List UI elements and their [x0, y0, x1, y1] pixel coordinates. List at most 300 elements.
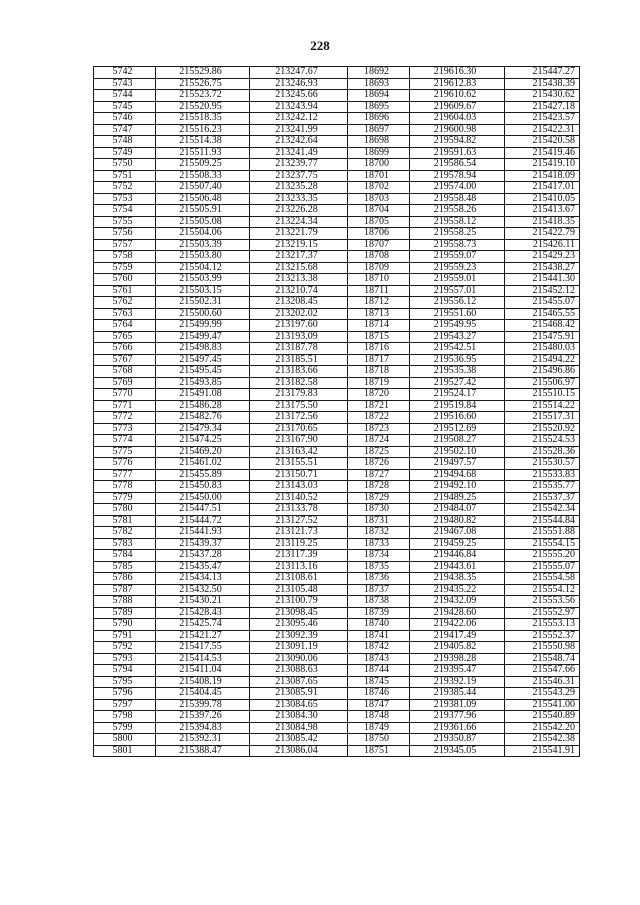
table-cell: 213242.64: [250, 136, 348, 148]
table-cell: 219558.48: [410, 193, 505, 205]
table-cell: 215496.86: [505, 366, 580, 378]
table-cell: 18742: [348, 642, 410, 654]
table-row: [94, 400, 580, 412]
table-cell: 215505.08: [156, 216, 250, 228]
table-cell: 5772: [94, 412, 156, 424]
table-cell: 5744: [94, 90, 156, 102]
table-cell: 215541.91: [505, 745, 580, 757]
table-row: [94, 205, 580, 217]
table-cell: 219609.67: [410, 101, 505, 113]
table-cell: 219484.07: [410, 504, 505, 516]
table-cell: 215469.20: [156, 446, 250, 458]
table-cell: 18718: [348, 366, 410, 378]
table-cell: 5801: [94, 745, 156, 757]
table-cell: 213185.51: [250, 354, 348, 366]
table-cell: 18695: [348, 101, 410, 113]
table-cell: 219494.68: [410, 469, 505, 481]
table-cell: 5782: [94, 527, 156, 539]
table-cell: 5750: [94, 159, 156, 171]
table-cell: 215429.23: [505, 251, 580, 263]
table-cell: 219489.25: [410, 492, 505, 504]
table-cell: 5776: [94, 458, 156, 470]
table-cell: 215552.37: [505, 630, 580, 642]
table-cell: 215423.57: [505, 113, 580, 125]
table-row: [94, 653, 580, 665]
table-cell: 215535.77: [505, 481, 580, 493]
table-cell: 215397.26: [156, 711, 250, 723]
table-cell: 213221.79: [250, 228, 348, 240]
table-cell: 215509.25: [156, 159, 250, 171]
table-row: [94, 607, 580, 619]
table-cell: 18740: [348, 619, 410, 631]
table-cell: 215523.72: [156, 90, 250, 102]
table-cell: 219385.44: [410, 688, 505, 700]
table-cell: 18714: [348, 320, 410, 332]
table-cell: 215498.83: [156, 343, 250, 355]
table-cell: 219438.35: [410, 573, 505, 585]
table-row: [94, 722, 580, 734]
table-cell: 18729: [348, 492, 410, 504]
table-row: [94, 619, 580, 631]
table-cell: 213108.61: [250, 573, 348, 585]
table-cell: 213245.66: [250, 90, 348, 102]
table-cell: 213092.39: [250, 630, 348, 642]
table-cell: 215480.03: [505, 343, 580, 355]
table-cell: 213088.63: [250, 665, 348, 677]
table-row: [94, 538, 580, 550]
table-cell: 219508.27: [410, 435, 505, 447]
table-cell: 18702: [348, 182, 410, 194]
table-body: [94, 67, 580, 757]
table-cell: 219398.28: [410, 653, 505, 665]
table-cell: 213241.49: [250, 147, 348, 159]
table-cell: 215528.36: [505, 446, 580, 458]
table-cell: 213167.90: [250, 435, 348, 447]
table-cell: 5789: [94, 607, 156, 619]
table-row: [94, 412, 580, 424]
table-cell: 5793: [94, 653, 156, 665]
table-cell: 219536.95: [410, 354, 505, 366]
table-row: [94, 435, 580, 447]
table-cell: 18693: [348, 78, 410, 90]
table-cell: 215553.13: [505, 619, 580, 631]
table-row: [94, 90, 580, 102]
table-cell: 219405.82: [410, 642, 505, 654]
table-cell: 215475.91: [505, 331, 580, 343]
table-row: [94, 446, 580, 458]
table-cell: 215435.47: [156, 561, 250, 573]
table-cell: 18699: [348, 147, 410, 159]
table-cell: 213098.45: [250, 607, 348, 619]
table-cell: 215422.31: [505, 124, 580, 136]
table-cell: 213175.50: [250, 400, 348, 412]
table-cell: 215516.23: [156, 124, 250, 136]
table-cell: 213187.78: [250, 343, 348, 355]
table-cell: 219549.95: [410, 320, 505, 332]
table-cell: 18696: [348, 113, 410, 125]
table-cell: 18719: [348, 377, 410, 389]
table-cell: 215414.53: [156, 653, 250, 665]
table-cell: 219492.10: [410, 481, 505, 493]
table-cell: 213193.09: [250, 331, 348, 343]
table-cell: 18712: [348, 297, 410, 309]
table-cell: 219392.19: [410, 676, 505, 688]
table-row: [94, 584, 580, 596]
table-cell: 215503.39: [156, 239, 250, 251]
table-row: [94, 389, 580, 401]
table-cell: 213085.91: [250, 688, 348, 700]
table-cell: 18723: [348, 423, 410, 435]
table-cell: 215410.05: [505, 193, 580, 205]
table-cell: 219612.83: [410, 78, 505, 90]
table-row: [94, 228, 580, 240]
table-row: [94, 216, 580, 228]
table-cell: 18708: [348, 251, 410, 263]
table-cell: 215510.15: [505, 389, 580, 401]
table-row: [94, 285, 580, 297]
table-cell: 5797: [94, 699, 156, 711]
table-row: [94, 239, 580, 251]
table-cell: 215438.27: [505, 262, 580, 274]
table-row: [94, 262, 580, 274]
table-cell: 18692: [348, 67, 410, 79]
table-cell: 219542.51: [410, 343, 505, 355]
table-cell: 215486.28: [156, 400, 250, 412]
table-cell: 215434.13: [156, 573, 250, 585]
table-cell: 215439.37: [156, 538, 250, 550]
table-cell: 215413.67: [505, 205, 580, 217]
table-cell: 5800: [94, 734, 156, 746]
table-cell: 219556.12: [410, 297, 505, 309]
table-cell: 219558.25: [410, 228, 505, 240]
table-cell: 213140.52: [250, 492, 348, 504]
table-cell: 213163.42: [250, 446, 348, 458]
table-cell: 215441.93: [156, 527, 250, 539]
table-cell: 5756: [94, 228, 156, 240]
table-cell: 219516.60: [410, 412, 505, 424]
table-cell: 215468.42: [505, 320, 580, 332]
table-cell: 5758: [94, 251, 156, 263]
table-cell: 213086.04: [250, 745, 348, 757]
table-cell: 215540.89: [505, 711, 580, 723]
table-cell: 219535.38: [410, 366, 505, 378]
table-cell: 219435.22: [410, 584, 505, 596]
table-row: [94, 423, 580, 435]
table-cell: 5770: [94, 389, 156, 401]
table-cell: 213150.71: [250, 469, 348, 481]
table-cell: 219377.96: [410, 711, 505, 723]
table-cell: 215553.56: [505, 596, 580, 608]
table-cell: 18727: [348, 469, 410, 481]
table-row: [94, 527, 580, 539]
table-row: [94, 297, 580, 309]
table-cell: 213091.19: [250, 642, 348, 654]
table-cell: 213085.42: [250, 734, 348, 746]
table-cell: 18749: [348, 722, 410, 734]
table-row: [94, 573, 580, 585]
table-cell: 5743: [94, 78, 156, 90]
table-cell: 5768: [94, 366, 156, 378]
table-cell: 215491.08: [156, 389, 250, 401]
table-cell: 18707: [348, 239, 410, 251]
table-cell: 213241.99: [250, 124, 348, 136]
table-cell: 219559.07: [410, 251, 505, 263]
table-cell: 219559.01: [410, 274, 505, 286]
table-cell: 219428.60: [410, 607, 505, 619]
table-cell: 219591.63: [410, 147, 505, 159]
table-cell: 213117.39: [250, 550, 348, 562]
table-row: [94, 274, 580, 286]
table-row: [94, 193, 580, 205]
table-cell: 219512.69: [410, 423, 505, 435]
table-cell: 215465.55: [505, 308, 580, 320]
table-cell: 18735: [348, 561, 410, 573]
table-row: [94, 136, 580, 148]
table-cell: 219480.82: [410, 515, 505, 527]
table-cell: 219467.08: [410, 527, 505, 539]
table-cell: 215427.18: [505, 101, 580, 113]
table-cell: 215425.74: [156, 619, 250, 631]
table-row: [94, 492, 580, 504]
table-cell: 18745: [348, 676, 410, 688]
table-row: [94, 320, 580, 332]
table-cell: 215546.31: [505, 676, 580, 688]
table-cell: 213172.56: [250, 412, 348, 424]
table-cell: 215419.10: [505, 159, 580, 171]
table-row: [94, 182, 580, 194]
table-cell: 5752: [94, 182, 156, 194]
table-cell: 215418.35: [505, 216, 580, 228]
table-cell: 5742: [94, 67, 156, 79]
table-row: [94, 734, 580, 746]
table-cell: 219422.06: [410, 619, 505, 631]
table-cell: 215450.83: [156, 481, 250, 493]
table-cell: 5794: [94, 665, 156, 677]
table-cell: 215420.58: [505, 136, 580, 148]
table-cell: 215418.09: [505, 170, 580, 182]
table-cell: 215544.84: [505, 515, 580, 527]
table-cell: 213119.25: [250, 538, 348, 550]
table-cell: 215441.30: [505, 274, 580, 286]
table-cell: 18700: [348, 159, 410, 171]
table-cell: 5751: [94, 170, 156, 182]
table-cell: 18697: [348, 124, 410, 136]
table-cell: 215504.06: [156, 228, 250, 240]
table-row: [94, 642, 580, 654]
table-cell: 18694: [348, 90, 410, 102]
table-cell: 215428.43: [156, 607, 250, 619]
table-cell: 219443.61: [410, 561, 505, 573]
table-row: [94, 170, 580, 182]
table-cell: 219574.00: [410, 182, 505, 194]
table-cell: 18747: [348, 699, 410, 711]
table-cell: 18732: [348, 527, 410, 539]
table-cell: 213224.34: [250, 216, 348, 228]
table-row: [94, 515, 580, 527]
table-cell: 5775: [94, 446, 156, 458]
table-cell: 215417.01: [505, 182, 580, 194]
table-cell: 215517.31: [505, 412, 580, 424]
table-cell: 5791: [94, 630, 156, 642]
table-cell: 215388.47: [156, 745, 250, 757]
table-cell: 18703: [348, 193, 410, 205]
table-cell: 215499.47: [156, 331, 250, 343]
table-cell: 5784: [94, 550, 156, 562]
table-cell: 215526.75: [156, 78, 250, 90]
table-cell: 213105.48: [250, 584, 348, 596]
table-cell: 18709: [348, 262, 410, 274]
table-cell: 215542.20: [505, 722, 580, 734]
table-cell: 5785: [94, 561, 156, 573]
table-cell: 215504.12: [156, 262, 250, 274]
table-cell: 215511.93: [156, 147, 250, 159]
table-cell: 213210.74: [250, 285, 348, 297]
coordinates-table: [93, 66, 580, 757]
table-cell: 219381.09: [410, 699, 505, 711]
table-cell: 5773: [94, 423, 156, 435]
table-cell: 215404.45: [156, 688, 250, 700]
coordinates-table-container: [93, 66, 579, 757]
table-row: [94, 630, 580, 642]
table-row: [94, 343, 580, 355]
table-cell: 5760: [94, 274, 156, 286]
table-cell: 213095.46: [250, 619, 348, 631]
table-cell: 215497.45: [156, 354, 250, 366]
table-row: [94, 67, 580, 79]
table-cell: 219524.17: [410, 389, 505, 401]
table-cell: 215514.22: [505, 400, 580, 412]
table-cell: 215461.02: [156, 458, 250, 470]
table-cell: 5762: [94, 297, 156, 309]
table-row: [94, 113, 580, 125]
table-cell: 5781: [94, 515, 156, 527]
table-cell: 5766: [94, 343, 156, 355]
table-cell: 18704: [348, 205, 410, 217]
table-cell: 219604.03: [410, 113, 505, 125]
table-cell: 215447.27: [505, 67, 580, 79]
table-cell: 215547.66: [505, 665, 580, 677]
table-cell: 213127.52: [250, 515, 348, 527]
table-cell: 215499.99: [156, 320, 250, 332]
table-cell: 213113.16: [250, 561, 348, 573]
table-cell: 5774: [94, 435, 156, 447]
table-cell: 5787: [94, 584, 156, 596]
table-cell: 215417.55: [156, 642, 250, 654]
table-cell: 215430.62: [505, 90, 580, 102]
table-cell: 18739: [348, 607, 410, 619]
table-cell: 215422.79: [505, 228, 580, 240]
table-cell: 215408.19: [156, 676, 250, 688]
table-cell: 18715: [348, 331, 410, 343]
table-cell: 215542.34: [505, 504, 580, 516]
table-cell: 213179.83: [250, 389, 348, 401]
table-row: [94, 699, 580, 711]
table-cell: 5796: [94, 688, 156, 700]
table-row: [94, 308, 580, 320]
table-cell: 215551.88: [505, 527, 580, 539]
table-cell: 215524.53: [505, 435, 580, 447]
table-cell: 5745: [94, 101, 156, 113]
table-cell: 219616.30: [410, 67, 505, 79]
table-cell: 215482.76: [156, 412, 250, 424]
table-cell: 215554.15: [505, 538, 580, 550]
table-cell: 18721: [348, 400, 410, 412]
table-cell: 215426.11: [505, 239, 580, 251]
table-cell: 215533.83: [505, 469, 580, 481]
table-cell: 219551.60: [410, 308, 505, 320]
table-cell: 215479.34: [156, 423, 250, 435]
table-cell: 215444.72: [156, 515, 250, 527]
table-row: [94, 101, 580, 113]
table-row: [94, 688, 580, 700]
table-cell: 219559.23: [410, 262, 505, 274]
table-cell: 18725: [348, 446, 410, 458]
table-row: [94, 561, 580, 573]
table-cell: 215450.00: [156, 492, 250, 504]
table-cell: 18738: [348, 596, 410, 608]
table-row: [94, 458, 580, 470]
table-cell: 5798: [94, 711, 156, 723]
table-cell: 219558.73: [410, 239, 505, 251]
table-cell: 5783: [94, 538, 156, 550]
table-cell: 215529.86: [156, 67, 250, 79]
table-cell: 5795: [94, 676, 156, 688]
table-cell: 215554.58: [505, 573, 580, 585]
table-cell: 5792: [94, 642, 156, 654]
table-row: [94, 504, 580, 516]
table-row: [94, 377, 580, 389]
table-cell: 213202.02: [250, 308, 348, 320]
table-cell: 215543.29: [505, 688, 580, 700]
table-cell: 5790: [94, 619, 156, 631]
table-cell: 18746: [348, 688, 410, 700]
table-cell: 215399.78: [156, 699, 250, 711]
table-cell: 18711: [348, 285, 410, 297]
table-cell: 219557.01: [410, 285, 505, 297]
table-cell: 215394.83: [156, 722, 250, 734]
table-cell: 215548.74: [505, 653, 580, 665]
table-cell: 213133.78: [250, 504, 348, 516]
table-cell: 219497.57: [410, 458, 505, 470]
table-row: [94, 354, 580, 366]
table-cell: 18737: [348, 584, 410, 596]
table-cell: 213215.68: [250, 262, 348, 274]
table-cell: 5769: [94, 377, 156, 389]
table-cell: 18730: [348, 504, 410, 516]
table-row: [94, 745, 580, 757]
table-cell: 5759: [94, 262, 156, 274]
table-cell: 213121.73: [250, 527, 348, 539]
table-cell: 18744: [348, 665, 410, 677]
table-cell: 18713: [348, 308, 410, 320]
table-cell: 215421.27: [156, 630, 250, 642]
table-cell: 213182.58: [250, 377, 348, 389]
table-row: [94, 251, 580, 263]
table-cell: 18720: [348, 389, 410, 401]
table-cell: 215392.31: [156, 734, 250, 746]
table-cell: 18724: [348, 435, 410, 447]
table-cell: 18750: [348, 734, 410, 746]
table-cell: 18698: [348, 136, 410, 148]
page-number: 228: [310, 38, 330, 53]
table-cell: 5767: [94, 354, 156, 366]
table-row: [94, 331, 580, 343]
table-cell: 219395.47: [410, 665, 505, 677]
table-cell: 213239.77: [250, 159, 348, 171]
table-cell: 215503.99: [156, 274, 250, 286]
table-cell: 18728: [348, 481, 410, 493]
table-cell: 215502.31: [156, 297, 250, 309]
